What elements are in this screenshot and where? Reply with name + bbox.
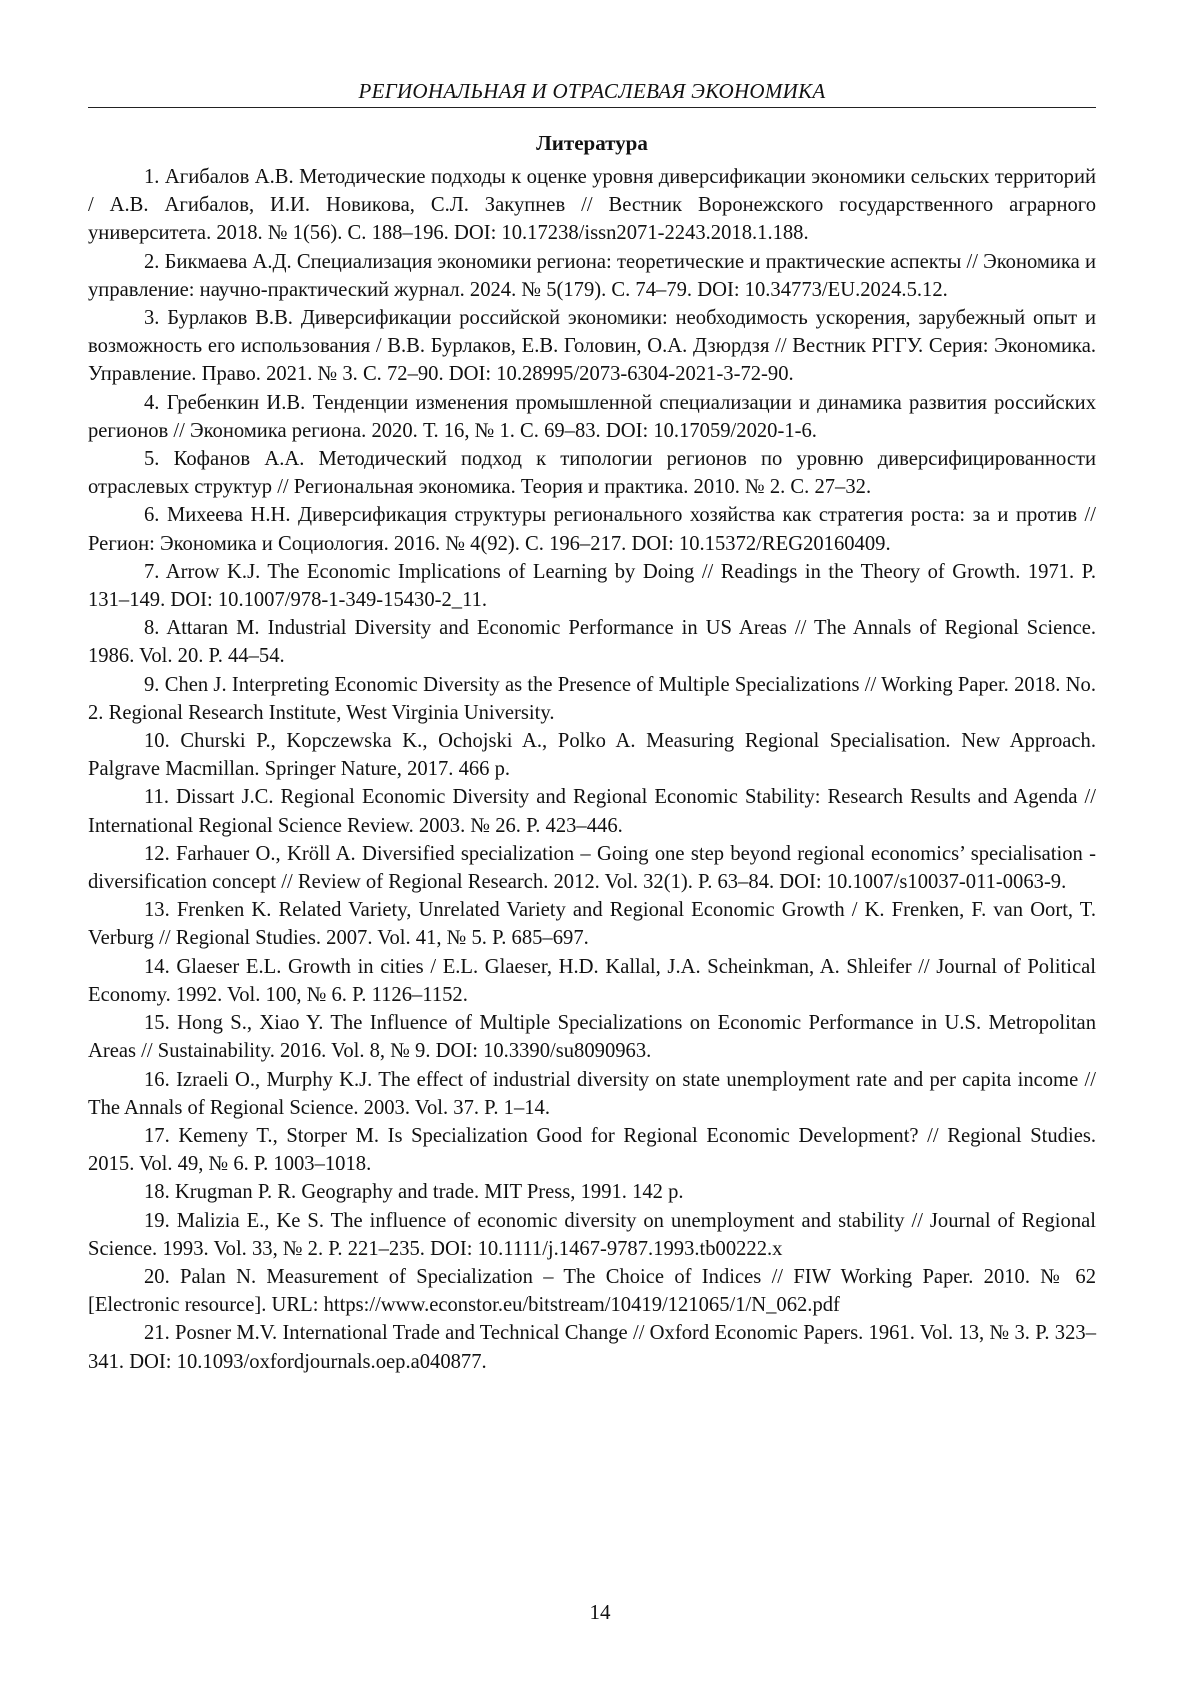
reference-list — [88, 163, 1096, 1376]
section-title: Литература — [536, 131, 648, 155]
reference-item: 20. Palan N. Measurement of Specialization – The Choice of Indices // FIW Working Paper. 2010. № 62 [Electronic resource]. URL: https://www.econstor.eu/bitstream/10419/121065/1/N_062.pdf — [88, 1265, 1096, 1317]
reference-item: 3. Бурлаков В.В. Диверсификации российской экономики: необходимость ускорения, зарубежный опыт и возможность его использования / В.В. Бурлаков, Е.В. Головин, О.А. Дзюрдзя // Вестник РГГУ. Серия: Экономика. Управление. Право. 2021. № 3. С. 72–90. DOI: 10.28995/2073-6304-2021-3-72-90. — [88, 307, 1096, 386]
reference-item: 14. Glaeser E.L. Growth in cities / E.L. Glaeser, H.D. Kallal, J.A. Scheinkman, A. Shleifer // Journal of Political Economy. 1992. Vol. 100, № 6. P. 1126–1152. — [88, 955, 1096, 1006]
reference-item: 6. Михеева Н.Н. Диверсификация структуры регионального хозяйства как стратегия роста: за и против // Регион: Экономика и Социология. 2016. № 4(92). С. 196–217. DOI: 10.15372/REG20160409. — [88, 504, 1096, 555]
page-number: 14 — [589, 1600, 611, 1624]
reference-item: 21. Posner M.V. International Trade and Technical Change // Oxford Economic Papers. 1961. Vol. 13, № 3. P. 323–341. DOI: 10.1093/oxfordjournals.oep.a040877. — [88, 1322, 1096, 1373]
reference-item: 16. Izraeli O., Murphy K.J. The effect of industrial diversity on state unemployment rate and per capita income // The Annals of Regional Science. 2003. Vol. 37. P. 1–14. — [88, 1068, 1096, 1119]
reference-item: 11. Dissart J.C. Regional Economic Diversity and Regional Economic Stability: Research Results and Agenda // International Regional Science Review. 2003. № 26. P. 423–446. — [88, 786, 1096, 837]
reference-item: 17. Kemeny T., Storper M. Is Specialization Good for Regional Economic Development? // Regional Studies. 2015. Vol. 49, № 6. P. 1003–1018. — [88, 1124, 1096, 1176]
reference-item: 10. Churski P., Kopczewska K., Ochojski A., Polko A. Measuring Regional Specialisation. New Approach. Palgrave Macmillan. Springer Nature, 2017. 466 p. — [88, 730, 1096, 781]
reference-item: 8. Attaran M. Industrial Diversity and Economic Performance in US Areas // The Annals of Regional Science. 1986. Vol. 20. P. 44–54. — [88, 617, 1096, 668]
reference-item: 5. Кофанов А.А. Методический подход к типологии регионов по уровню диверсифицированности отраслевых структур // Региональная экономика. Теория и практика. 2010. № 2. С. 27–32. — [88, 448, 1096, 499]
reference-item: 1. Агибалов А.В. Методические подходы к оценке уровня диверсификации экономики сельских территорий / А.В. Агибалов, И.И. Новикова, С.Л. Закупнев // Вестник Воронежского государственного аграрного университета. 2018. № 1(56). С. 188–196. DOI: 10.17238/issn2071-2243.2018.1.188. — [88, 166, 1096, 245]
reference-item: 15. Hong S., Xiao Y. The Influence of Multiple Specializations on Economic Performance in U.S. Metropolitan Areas // Sustainability. 2016. Vol. 8, № 9. DOI: 10.3390/su8090963. — [88, 1012, 1096, 1063]
reference-item: 12. Farhauer O., Kröll A. Diversified specialization – Going one step beyond regional economics’ specialisation - diversification concept // Review of Regional Research. 2012. Vol. 32(1). P. 63–84. DOI: 10.1007/s10037-011-0063-9. — [88, 842, 1096, 894]
reference-item: 9. Chen J. Interpreting Economic Diversity as the Presence of Multiple Specializations // Working Paper. 2018. No. 2. Regional Research Institute, West Virginia University. — [88, 673, 1096, 724]
reference-item: 4. Гребенкин И.В. Тенденции изменения промышленной специализации и динамика развития российских регионов // Экономика региона. 2020. Т. 16, № 1. С. 69–83. DOI: 10.17059/2020-1-6. — [88, 391, 1096, 442]
reference-item: 7. Arrow K.J. The Economic Implications of Learning by Doing // Readings in the Theory of Growth. 1971. P. 131–149. DOI: 10.1007/978-1-349-15430-2_11. — [88, 560, 1096, 612]
page — [88, 78, 1096, 1376]
reference-item: 13. Frenken K. Related Variety, Unrelated Variety and Regional Economic Growth / K. Frenken, F. van Oort, T. Verburg // Regional Studies. 2007. Vol. 41, № 5. P. 685–697. — [88, 899, 1096, 950]
reference-item: 19. Malizia E., Ke S. The influence of economic diversity on unemployment and stability // Journal of Regional Science. 1993. Vol. 33, № 2. P. 221–235. DOI: 10.1111/j.1467-9787.1993.tb00222.x — [88, 1209, 1096, 1260]
reference-item: 18. Krugman P. R. Geography and trade. MIT Press, 1991. 142 p. — [144, 1181, 684, 1204]
reference-item: 2. Бикмаева А.Д. Специализация экономики региона: теоретические и практические аспекты // Экономика и управление: научно-практический журнал. 2024. № 5(179). С. 74–79. DOI: 10.34773/EU.2024.5.12. — [88, 250, 1096, 301]
running-header: РЕГИОНАЛЬНАЯ И ОТРАСЛЕВАЯ ЭКОНОМИКА — [88, 78, 1096, 108]
